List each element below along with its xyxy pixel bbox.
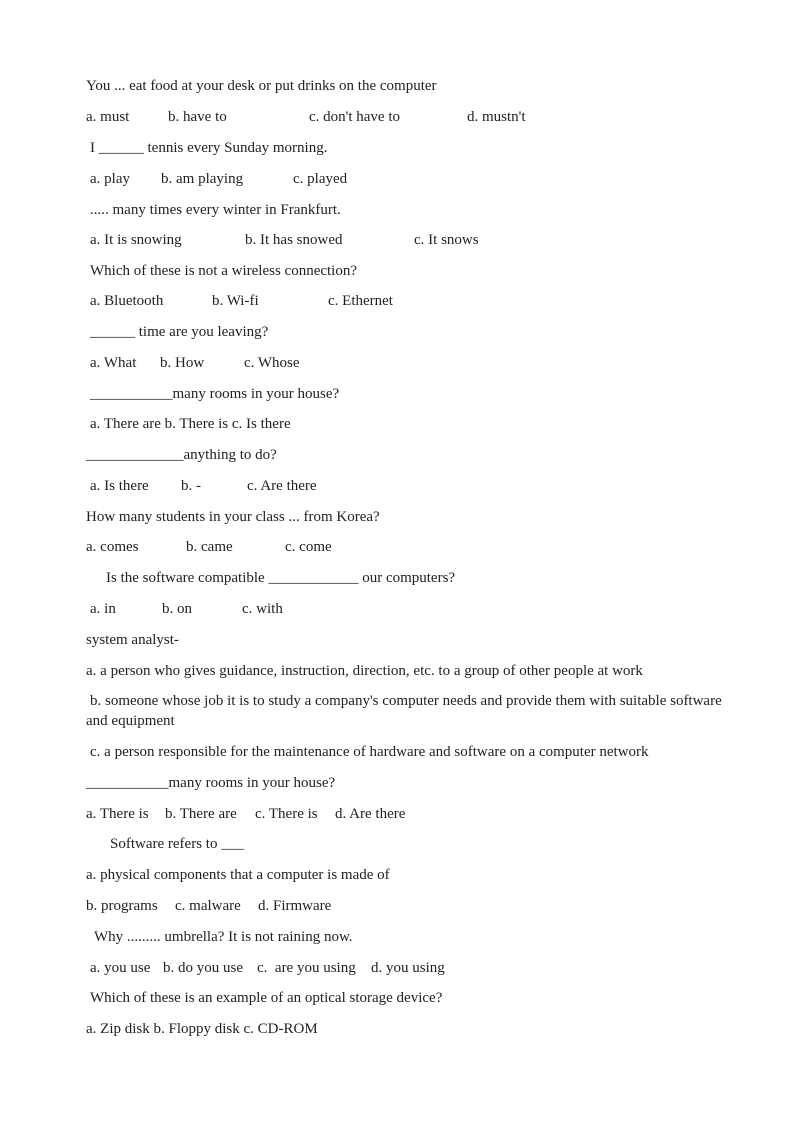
question-3-option-c: c. It snows [414, 232, 479, 248]
question-1-option-d: d. mustn't [467, 109, 526, 125]
question-1-option-a: a. must [86, 109, 130, 125]
question-13-option-b: b. do you use [163, 960, 243, 976]
question-1-text: You ... eat food at your desk or put drinks on the computer [86, 78, 437, 94]
question-7-text: _____________anything to do? [86, 447, 277, 463]
question-12-option-b: b. programs [86, 898, 158, 914]
question-7-option-a: a. Is there [90, 478, 149, 494]
question-5-text: ______ time are you leaving? [90, 324, 269, 340]
question-3-text: ..... many times every winter in Frankfurt. [90, 202, 341, 218]
question-6-text: ___________many rooms in your house? [90, 386, 340, 402]
question-2-option-a: a. play [90, 171, 130, 187]
question-5-option-b: b. How [160, 355, 205, 371]
question-9-option-b: b. on [162, 601, 192, 617]
question-13-option-a: a. you use [90, 960, 151, 976]
question-13-option-c: c. are you using [257, 960, 356, 976]
question-8-text: How many students in your class ... from Korea? [86, 509, 380, 525]
question-12-option-c: c. malware [175, 898, 241, 914]
question-4-option-c: c. Ethernet [328, 293, 393, 309]
question-5-option-c: c. Whose [244, 355, 300, 371]
question-2-option-c: c. played [293, 171, 348, 187]
question-3-option-b: b. It has snowed [245, 232, 343, 248]
question-14-text: Which of these is an example of an optical storage device? [90, 990, 443, 1006]
question-13-option-d: d. you using [371, 960, 445, 976]
question-12-option-d: d. Firmware [258, 898, 332, 914]
question-12-text: Software refers to ___ [110, 836, 244, 852]
question-10-option-a: a. a person who gives guidance, instruction, direction, etc. to a group of other people at work [86, 663, 643, 679]
question-5-option-a: a. What [90, 355, 137, 371]
question-11-option-c: c. There is [255, 806, 318, 822]
question-8-option-b: b. came [186, 539, 233, 555]
question-7-option-b: b. - [181, 478, 201, 494]
question-10-option-b: b. someone whose job it is to study a company's computer needs and provide them with suitable software and equipment [86, 693, 722, 729]
question-12-option-a: a. physical components that a computer is made of [86, 867, 390, 883]
question-10-option-c: c. a person responsible for the maintenance of hardware and software on a computer network [90, 744, 649, 760]
question-13-text: Why ......... umbrella? It is not raining now. [94, 929, 353, 945]
question-14-options: a. Zip disk b. Floppy disk c. CD-ROM [86, 1021, 318, 1037]
question-9-option-a: a. in [90, 601, 116, 617]
question-2-text: I ______ tennis every Sunday morning. [90, 140, 328, 156]
question-1-option-b: b. have to [168, 109, 227, 125]
question-10-text: system analyst- [86, 632, 179, 648]
question-7-option-c: c. Are there [247, 478, 317, 494]
question-11-option-b: b. There are [165, 806, 237, 822]
question-11-option-d: d. Are there [335, 806, 406, 822]
question-3-option-a: a. It is snowing [90, 232, 182, 248]
question-4-text: Which of these is not a wireless connection? [90, 263, 357, 279]
question-11-text: ___________many rooms in your house? [86, 775, 336, 791]
question-4-option-b: b. Wi-fi [212, 293, 259, 309]
question-9-text: Is the software compatible ____________ our computers? [106, 570, 456, 586]
question-4-option-a: a. Bluetooth [90, 293, 164, 309]
question-11-option-a: a. There is [86, 806, 149, 822]
question-8-option-c: c. come [285, 539, 332, 555]
question-1-option-c: c. don't have to [309, 109, 401, 125]
question-9-option-c: c. with [242, 601, 283, 617]
question-8-option-a: a. comes [86, 539, 139, 555]
question-6-options: a. There are b. There is c. Is there [90, 416, 291, 432]
question-2-option-b: b. am playing [161, 171, 244, 187]
